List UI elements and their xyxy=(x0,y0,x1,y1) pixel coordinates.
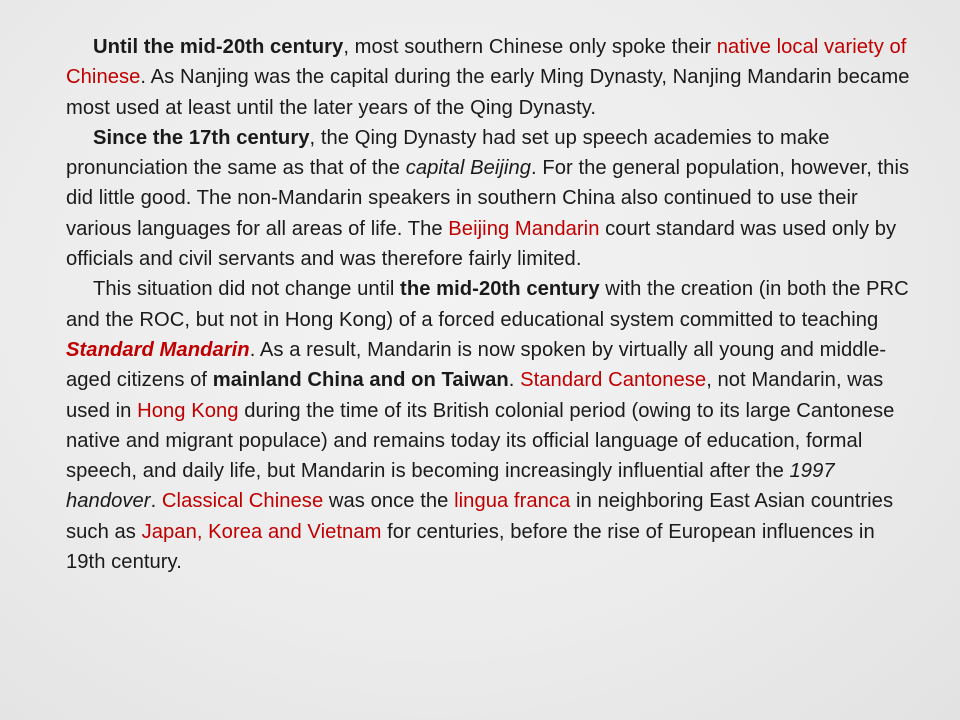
text-run: was once the xyxy=(323,490,455,513)
text-run: . xyxy=(150,490,162,513)
paragraph-1 xyxy=(66,32,916,123)
text-run: 1997 handover xyxy=(66,460,835,513)
text-run: . As Nanjing was the capital during the early Ming Dynasty, Nanjing Mandarin became most used at least until the later years of the Qing Dynasty. xyxy=(66,66,910,119)
text-run: , the Qing Dynasty had set up speech academies to make pronunciation the same as that of the xyxy=(66,126,830,180)
highlighted-term: Beijing Mandarin xyxy=(448,217,600,240)
highlighted-term: Japan, Korea and Vietnam xyxy=(141,520,382,543)
text-run: with the creation (in both the PRC and the ROC, but not in Hong Kong) of a forced educational system committed to teaching xyxy=(66,278,909,331)
text-run: , not Mandarin, was used in xyxy=(66,369,884,422)
highlighted-term: lingua franca xyxy=(454,490,571,513)
text-run: court standard was used only by officials and civil servants and was therefore fairly limited. xyxy=(66,217,897,271)
text-run: mainland China and on Taiwan xyxy=(212,369,509,392)
text-run: , most southern Chinese only spoke their xyxy=(343,36,717,58)
text-run: capital Beijing xyxy=(405,157,532,180)
slide-body xyxy=(66,32,916,577)
paragraph-2 xyxy=(66,123,916,274)
text-run: Since the 17th century xyxy=(93,126,310,149)
text-run: in neighboring East Asian countries such as xyxy=(66,490,894,543)
paragraph-3 xyxy=(66,274,916,577)
highlighted-term: Standard Cantonese xyxy=(520,369,707,392)
highlighted-term: Standard Mandarin xyxy=(66,338,250,361)
highlighted-term: native local variety of Chinese xyxy=(66,36,907,89)
highlighted-term: Classical Chinese xyxy=(161,490,324,513)
text-run: the mid-20th century xyxy=(400,278,600,301)
text-run: . For the general population, however, this did little good. The non-Mandarin speakers in southern China also continued to use their various languages for all areas of life. The xyxy=(66,157,910,240)
highlighted-term: Hong Kong xyxy=(137,399,239,422)
text-run: during the time of its British colonial period (owing to its large Cantonese native and migrant populace) and remains today its official language of education, formal speech, and daily life, but Mandarin is becoming increasingly influential after the xyxy=(66,399,895,483)
text-run: Until the mid-20th century xyxy=(93,36,344,58)
text-run: . As a result, Mandarin is now spoken by virtually all young and middle-aged citizens of xyxy=(66,338,887,392)
text-run: This situation did not change until xyxy=(93,278,401,301)
text-run: for centuries, before the rise of European influences in 19th century. xyxy=(66,520,875,574)
text-run: . xyxy=(508,369,521,392)
